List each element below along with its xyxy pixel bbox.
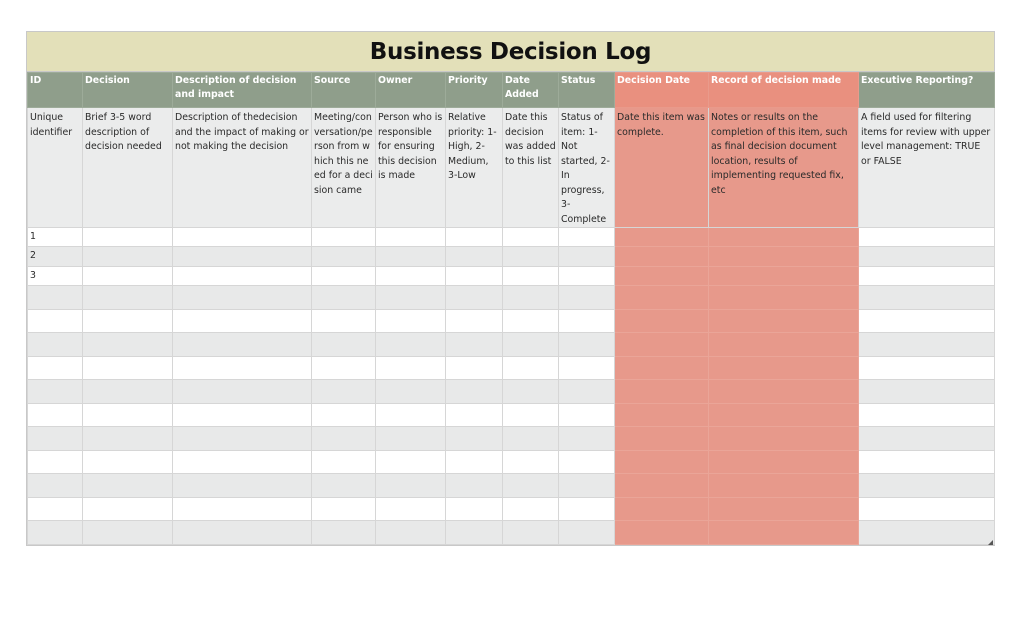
cell-priority[interactable]: [446, 309, 503, 333]
cell-source[interactable]: [312, 247, 376, 266]
cell-id[interactable]: [28, 521, 83, 545]
cell-owner[interactable]: [376, 333, 446, 357]
cell-date-added[interactable]: [503, 403, 559, 427]
cell-description[interactable]: [173, 333, 312, 357]
cell-id[interactable]: 1: [28, 228, 83, 247]
cell-description[interactable]: [173, 247, 312, 266]
cell-owner[interactable]: [376, 474, 446, 498]
cell-executive-reporting[interactable]: [859, 247, 995, 266]
cell-id[interactable]: [28, 380, 83, 404]
table-row: [28, 497, 995, 521]
decision-log-table: [27, 72, 995, 545]
cell-owner[interactable]: [376, 427, 446, 451]
cell-executive-reporting[interactable]: [859, 286, 995, 310]
cell-date-added[interactable]: [503, 521, 559, 545]
description-cell-status[interactable]: Status of item: 1-Not started, 2-In progress, 3-Complete: [559, 108, 615, 228]
description-cell-decision[interactable]: Brief 3-5 word description of decision needed: [83, 108, 173, 228]
cell-decision-date[interactable]: [615, 333, 709, 357]
cell-executive-reporting[interactable]: [859, 474, 995, 498]
cell-decision[interactable]: [83, 497, 173, 521]
header-cell-id[interactable]: ID: [28, 73, 83, 108]
cell-executive-reporting[interactable]: [859, 333, 995, 357]
header-cell-source[interactable]: Source: [312, 73, 376, 108]
cell-decision[interactable]: [83, 356, 173, 380]
cell-decision-date[interactable]: [615, 286, 709, 310]
cell-source[interactable]: [312, 403, 376, 427]
cell-decision[interactable]: [83, 228, 173, 247]
cell-status[interactable]: [559, 380, 615, 404]
cell-priority[interactable]: [446, 497, 503, 521]
cell-decision-date[interactable]: [615, 247, 709, 266]
cell-priority[interactable]: [446, 228, 503, 247]
cell-source[interactable]: [312, 521, 376, 545]
cell-id[interactable]: [28, 403, 83, 427]
cell-record[interactable]: [709, 356, 859, 380]
cell-executive-reporting[interactable]: [859, 309, 995, 333]
cell-date-added[interactable]: [503, 356, 559, 380]
cell-executive-reporting[interactable]: [859, 403, 995, 427]
description-row: [28, 108, 995, 228]
cell-date-added[interactable]: [503, 380, 559, 404]
header-cell-decision[interactable]: Decision: [83, 73, 173, 108]
cell-source[interactable]: [312, 427, 376, 451]
cell-record[interactable]: [709, 450, 859, 474]
table-row: [28, 474, 995, 498]
cell-decision-date[interactable]: [615, 403, 709, 427]
table-row: [28, 450, 995, 474]
cell-record[interactable]: [709, 497, 859, 521]
cell-status[interactable]: [559, 333, 615, 357]
sheet-title: Business Decision Log: [27, 32, 994, 72]
cell-decision-date[interactable]: [615, 450, 709, 474]
cell-status[interactable]: [559, 286, 615, 310]
table-row: [28, 333, 995, 357]
cell-description[interactable]: [173, 380, 312, 404]
description-cell-owner[interactable]: Person who is responsible for ensuring this decision is made: [376, 108, 446, 228]
cell-priority[interactable]: [446, 380, 503, 404]
cell-description[interactable]: [173, 450, 312, 474]
table-row: [28, 309, 995, 333]
cell-date-added[interactable]: [503, 247, 559, 266]
cell-owner[interactable]: [376, 497, 446, 521]
cell-decision-date[interactable]: [615, 427, 709, 451]
cell-record[interactable]: [709, 228, 859, 247]
decision-log-sheet: [26, 31, 995, 546]
cell-id[interactable]: [28, 356, 83, 380]
cell-decision[interactable]: [83, 474, 173, 498]
table-row: [28, 228, 995, 247]
cell-executive-reporting[interactable]: [859, 356, 995, 380]
cell-description[interactable]: [173, 286, 312, 310]
cell-source[interactable]: [312, 333, 376, 357]
cell-source[interactable]: [312, 356, 376, 380]
cell-id[interactable]: [28, 309, 83, 333]
cell-priority[interactable]: [446, 521, 503, 545]
description-cell-id[interactable]: Unique identifier: [28, 108, 83, 228]
cell-description[interactable]: [173, 497, 312, 521]
cell-owner[interactable]: [376, 403, 446, 427]
cell-status[interactable]: [559, 309, 615, 333]
cell-record[interactable]: [709, 333, 859, 357]
cell-id[interactable]: 2: [28, 247, 83, 266]
description-cell-description[interactable]: Description of thedecision and the impact of making or not making the decision: [173, 108, 312, 228]
cell-id[interactable]: [28, 497, 83, 521]
cell-record[interactable]: [709, 266, 859, 285]
table-row: [28, 266, 995, 285]
cell-executive-reporting[interactable]: [859, 266, 995, 285]
cell-owner[interactable]: [376, 450, 446, 474]
cell-priority[interactable]: [446, 474, 503, 498]
cell-record[interactable]: [709, 403, 859, 427]
header-cell-description[interactable]: Description of decision and impact: [173, 73, 312, 108]
cell-decision[interactable]: [83, 266, 173, 285]
description-cell-record[interactable]: Notes or results on the completion of this item, such as final decision document location, results of implementing requested fix, etc: [709, 108, 859, 228]
cell-description[interactable]: [173, 228, 312, 247]
cell-executive-reporting[interactable]: [859, 450, 995, 474]
cell-decision-date[interactable]: [615, 228, 709, 247]
cell-executive-reporting[interactable]: [859, 228, 995, 247]
header-cell-date-added[interactable]: Date Added: [503, 73, 559, 108]
cell-source[interactable]: [312, 228, 376, 247]
description-cell-priority[interactable]: Relative priority: 1-High, 2-Medium, 3-Low: [446, 108, 503, 228]
header-row: [28, 73, 995, 108]
cell-owner[interactable]: [376, 356, 446, 380]
cell-id[interactable]: [28, 333, 83, 357]
cell-description[interactable]: [173, 427, 312, 451]
cell-record[interactable]: [709, 380, 859, 404]
cell-source[interactable]: [312, 497, 376, 521]
description-cell-source[interactable]: Meeting/conversation/person from which this need for a decision came: [312, 108, 376, 228]
cell-owner[interactable]: [376, 228, 446, 247]
cell-decision[interactable]: [83, 521, 173, 545]
cell-date-added[interactable]: [503, 286, 559, 310]
header-cell-executive-reporting[interactable]: Executive Reporting?: [859, 73, 995, 108]
cell-date-added[interactable]: [503, 228, 559, 247]
cell-priority[interactable]: [446, 403, 503, 427]
header-cell-owner[interactable]: Owner: [376, 73, 446, 108]
resize-handle-icon[interactable]: [988, 540, 993, 545]
cell-id[interactable]: [28, 427, 83, 451]
cell-priority[interactable]: [446, 427, 503, 451]
cell-status[interactable]: [559, 266, 615, 285]
header-cell-priority[interactable]: Priority: [446, 73, 503, 108]
cell-id[interactable]: [28, 450, 83, 474]
cell-record[interactable]: [709, 309, 859, 333]
cell-owner[interactable]: [376, 309, 446, 333]
cell-record[interactable]: [709, 286, 859, 310]
cell-description[interactable]: [173, 356, 312, 380]
cell-description[interactable]: [173, 403, 312, 427]
description-cell-decision-date[interactable]: Date this item was complete.: [615, 108, 709, 228]
cell-priority[interactable]: [446, 247, 503, 266]
table-row: [28, 403, 995, 427]
cell-record[interactable]: [709, 427, 859, 451]
cell-source[interactable]: [312, 266, 376, 285]
cell-priority[interactable]: [446, 356, 503, 380]
table-row: [28, 521, 995, 545]
table-row: [28, 247, 995, 266]
cell-status[interactable]: [559, 228, 615, 247]
cell-id[interactable]: 3: [28, 266, 83, 285]
cell-decision-date[interactable]: [615, 521, 709, 545]
cell-priority[interactable]: [446, 450, 503, 474]
table-row: [28, 286, 995, 310]
cell-priority[interactable]: [446, 286, 503, 310]
cell-owner[interactable]: [376, 380, 446, 404]
cell-executive-reporting[interactable]: [859, 427, 995, 451]
cell-owner[interactable]: [376, 247, 446, 266]
header-cell-decision-date[interactable]: Decision Date: [615, 73, 709, 108]
cell-status[interactable]: [559, 427, 615, 451]
cell-decision-date[interactable]: [615, 356, 709, 380]
cell-description[interactable]: [173, 521, 312, 545]
cell-date-added[interactable]: [503, 450, 559, 474]
cell-description[interactable]: [173, 266, 312, 285]
table-row: [28, 427, 995, 451]
cell-decision[interactable]: [83, 309, 173, 333]
cell-status[interactable]: [559, 247, 615, 266]
cell-record[interactable]: [709, 247, 859, 266]
table-row: [28, 356, 995, 380]
cell-owner[interactable]: [376, 266, 446, 285]
cell-decision-date[interactable]: [615, 497, 709, 521]
cell-decision-date[interactable]: [615, 474, 709, 498]
cell-id[interactable]: [28, 286, 83, 310]
cell-executive-reporting[interactable]: [859, 521, 995, 545]
cell-decision[interactable]: [83, 450, 173, 474]
cell-decision-date[interactable]: [615, 266, 709, 285]
description-cell-executive-reporting[interactable]: A field used for filtering items for review with upper level management: TRUE or FALSE: [859, 108, 995, 228]
cell-description[interactable]: [173, 309, 312, 333]
cell-source[interactable]: [312, 474, 376, 498]
cell-status[interactable]: [559, 474, 615, 498]
description-cell-date-added[interactable]: Date this decision was added to this list: [503, 108, 559, 228]
cell-executive-reporting[interactable]: [859, 497, 995, 521]
cell-decision[interactable]: [83, 380, 173, 404]
cell-decision[interactable]: [83, 403, 173, 427]
cell-status[interactable]: [559, 450, 615, 474]
cell-status[interactable]: [559, 356, 615, 380]
cell-priority[interactable]: [446, 333, 503, 357]
cell-description[interactable]: [173, 474, 312, 498]
cell-decision-date[interactable]: [615, 309, 709, 333]
header-cell-status[interactable]: Status: [559, 73, 615, 108]
cell-status[interactable]: [559, 403, 615, 427]
cell-record[interactable]: [709, 521, 859, 545]
cell-date-added[interactable]: [503, 427, 559, 451]
cell-date-added[interactable]: [503, 497, 559, 521]
cell-decision[interactable]: [83, 286, 173, 310]
cell-executive-reporting[interactable]: [859, 380, 995, 404]
cell-decision[interactable]: [83, 427, 173, 451]
cell-date-added[interactable]: [503, 333, 559, 357]
cell-decision[interactable]: [83, 247, 173, 266]
cell-date-added[interactable]: [503, 474, 559, 498]
cell-owner[interactable]: [376, 286, 446, 310]
cell-date-added[interactable]: [503, 266, 559, 285]
cell-record[interactable]: [709, 474, 859, 498]
cell-priority[interactable]: [446, 266, 503, 285]
header-cell-record[interactable]: Record of decision made: [709, 73, 859, 108]
cell-source[interactable]: [312, 309, 376, 333]
cell-date-added[interactable]: [503, 309, 559, 333]
cell-source[interactable]: [312, 380, 376, 404]
table-row: [28, 380, 995, 404]
cell-status[interactable]: [559, 497, 615, 521]
cell-source[interactable]: [312, 286, 376, 310]
cell-source[interactable]: [312, 450, 376, 474]
cell-owner[interactable]: [376, 521, 446, 545]
cell-id[interactable]: [28, 474, 83, 498]
cell-status[interactable]: [559, 521, 615, 545]
cell-decision-date[interactable]: [615, 380, 709, 404]
cell-decision[interactable]: [83, 333, 173, 357]
